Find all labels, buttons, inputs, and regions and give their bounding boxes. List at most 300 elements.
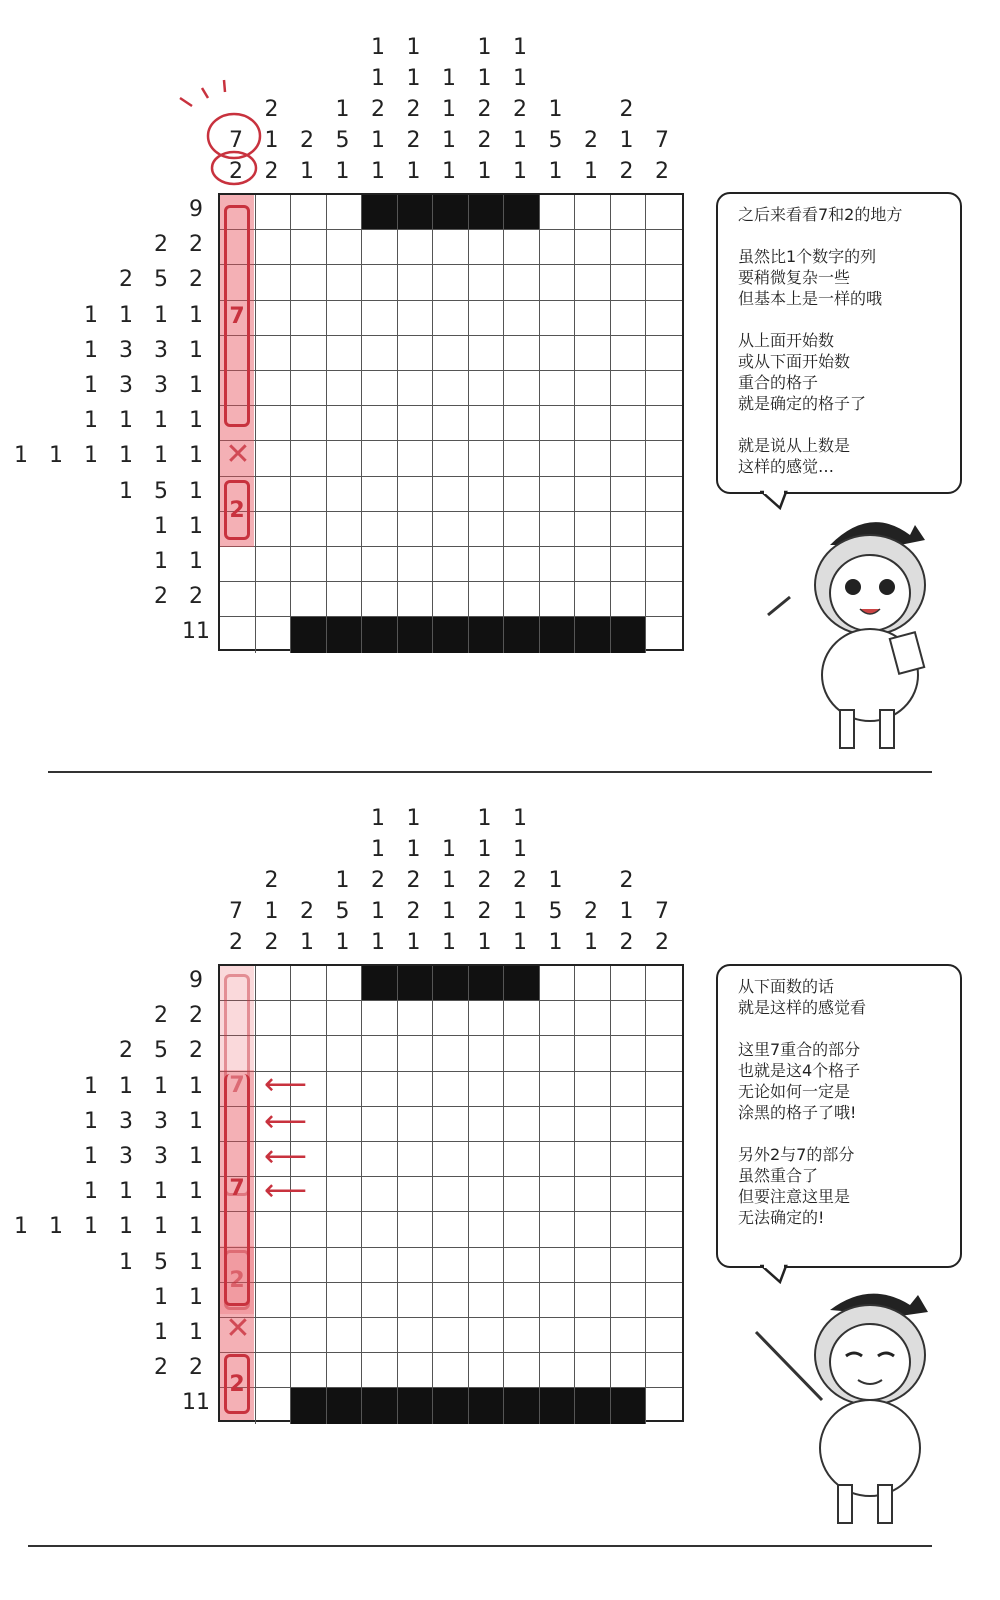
column-clue: 7 (655, 128, 669, 153)
grid-cell[interactable] (540, 1388, 576, 1423)
column-clue: 2 (477, 97, 492, 122)
row-clue: 1 (189, 1214, 203, 1240)
column-clue: 1 (406, 66, 421, 91)
row-clue: 2 (189, 232, 203, 258)
row-clue: 2 (154, 584, 168, 610)
grid-cell[interactable] (398, 1107, 434, 1142)
grid-cell[interactable] (646, 1318, 682, 1353)
grid-cell[interactable] (291, 1318, 327, 1353)
grid-cell[interactable] (327, 1388, 363, 1423)
column-clue: 5 (548, 128, 563, 153)
grid-cell[interactable] (504, 1248, 540, 1283)
grid-cell[interactable] (575, 1001, 611, 1036)
row-clue: 3 (119, 337, 133, 363)
grid-cell[interactable] (504, 1318, 540, 1353)
grid-cell[interactable] (540, 1353, 576, 1388)
column-clue: 1 (548, 930, 563, 955)
column-clue: 2 (513, 868, 527, 893)
column-clue: 1 (406, 159, 421, 184)
row-clue: 1 (189, 513, 203, 539)
grid-cell[interactable] (611, 1318, 647, 1353)
block-two-bottom: 2 (224, 1354, 250, 1414)
grid-cell[interactable] (469, 966, 505, 1001)
column-clue: 1 (371, 66, 385, 91)
column-clue: 2 (300, 899, 314, 924)
row-clue: 1 (189, 1249, 203, 1275)
row-clue: 2 (189, 267, 203, 293)
column-clue: 2 (584, 899, 598, 924)
row-clue: 5 (154, 1249, 168, 1275)
column-clue: 1 (477, 66, 492, 91)
grid-cell[interactable] (611, 1388, 647, 1423)
grid-cell[interactable] (362, 1283, 398, 1318)
grid-cell[interactable] (362, 1248, 398, 1283)
grid-cell[interactable] (398, 1177, 434, 1212)
grid-cell[interactable] (575, 1353, 611, 1388)
grid-cell[interactable] (469, 1036, 505, 1071)
row-clue: 5 (154, 478, 168, 504)
bubble-line: 就是这样的感觉看 (738, 998, 867, 1017)
column-clue: 1 (442, 159, 456, 184)
column-clue: 1 (442, 128, 456, 153)
column-clue: 1 (513, 930, 527, 955)
grid-cell[interactable] (469, 1388, 505, 1423)
panel-divider (28, 1545, 932, 1547)
grid-cell[interactable] (398, 1388, 434, 1423)
column-clue: 2 (371, 97, 385, 122)
grid-cell[interactable] (469, 1072, 505, 1107)
grid-cell[interactable] (433, 1353, 469, 1388)
column-clue: 1 (477, 806, 492, 831)
row-clue: 1 (84, 1144, 98, 1169)
grid-cell[interactable] (362, 1353, 398, 1388)
grid-cell[interactable] (469, 1212, 505, 1247)
column-clue: 2 (406, 128, 421, 153)
grid-cell[interactable] (469, 1283, 505, 1318)
grid-cell[interactable] (469, 1107, 505, 1142)
grid-cell[interactable] (611, 1248, 647, 1283)
grid-cell[interactable] (362, 1142, 398, 1177)
row-clue: 1 (154, 1073, 168, 1099)
row-clue: 1 (119, 1214, 133, 1240)
row-clue: 1 (119, 1073, 133, 1099)
column-clue: 1 (335, 930, 350, 955)
column-clue: 1 (442, 899, 456, 924)
grid-cell[interactable] (646, 1107, 682, 1142)
grid-cell[interactable] (469, 1142, 505, 1177)
row-clue: 1 (84, 302, 98, 328)
grid-cell[interactable] (362, 1388, 398, 1423)
grid-cell[interactable] (433, 1177, 469, 1212)
grid-cell[interactable] (575, 1212, 611, 1247)
grid-cell[interactable] (327, 1318, 363, 1353)
column-clue: 7 (655, 899, 669, 924)
column-clue: 2 (655, 159, 669, 184)
bubble-line: 从上面开始数 (738, 331, 835, 350)
grid-cell[interactable] (504, 1107, 540, 1142)
grid-cell[interactable] (398, 1036, 434, 1071)
grid-cell[interactable] (433, 1212, 469, 1247)
row-clue: 1 (154, 443, 168, 469)
grid-cell[interactable] (362, 1001, 398, 1036)
column-clue: 1 (619, 899, 634, 924)
row-clue: 1 (189, 1144, 203, 1169)
column-clue: 1 (513, 837, 527, 862)
bubble-line: 这里7重合的部分 (738, 1040, 861, 1059)
grid-cell[interactable] (611, 1212, 647, 1247)
grid-cell[interactable] (575, 1142, 611, 1177)
column-clue: 2 (619, 868, 634, 893)
grid-cell[interactable] (646, 1036, 682, 1071)
row-clue: 1 (84, 1108, 98, 1134)
grid-cell[interactable] (256, 1318, 292, 1353)
column-clue: 2 (477, 128, 492, 153)
bubble-line: 或从下面开始数 (738, 352, 851, 371)
row-clue: 11 (182, 1390, 210, 1416)
grid-cell[interactable] (575, 1388, 611, 1423)
grid-cell[interactable] (291, 1353, 327, 1388)
grid-cell[interactable] (398, 966, 434, 1001)
column-clue: 2 (406, 899, 421, 924)
grid-cell[interactable] (433, 1107, 469, 1142)
bubble-line: 就是确定的格子了 (738, 394, 867, 413)
bubble-line: 无论如何一定是 (738, 1082, 851, 1101)
arrow-left-icon: ⟵ (264, 1139, 308, 1174)
grid-cell[interactable] (540, 1248, 576, 1283)
row-clue: 2 (189, 584, 203, 610)
column-clue: 2 (619, 159, 634, 184)
grid-cell[interactable] (398, 1283, 434, 1318)
row-clue: 1 (119, 408, 133, 434)
column-clue: 2 (477, 899, 492, 924)
grid-cell[interactable] (611, 1142, 647, 1177)
column-clue: 1 (371, 35, 385, 60)
column-clue: 2 (264, 930, 279, 955)
bubble-text (738, 976, 940, 1228)
grid-cell[interactable] (398, 1001, 434, 1036)
column-clue: 1 (442, 97, 456, 122)
character-illustration (750, 1280, 960, 1530)
row-clue: 3 (154, 1108, 168, 1134)
row-clue: 1 (119, 302, 133, 328)
bubble-line (738, 1123, 940, 1144)
column-clue: 1 (584, 930, 598, 955)
grid-cell[interactable] (398, 1353, 434, 1388)
column-clue: 1 (513, 128, 527, 153)
grid-cell[interactable] (398, 1072, 434, 1107)
grid-cell[interactable] (433, 1001, 469, 1036)
grid-cell[interactable] (256, 966, 292, 1001)
grid-cell[interactable] (362, 1177, 398, 1212)
grid-cell[interactable] (540, 1142, 576, 1177)
grid-cell[interactable] (575, 1072, 611, 1107)
bubble-line: 这样的感觉… (738, 457, 835, 476)
row-clue: 1 (119, 478, 133, 504)
column-clue: 1 (584, 159, 598, 184)
row-clue: 2 (119, 267, 133, 293)
column-clue: 2 (229, 930, 243, 955)
grid-cell[interactable] (327, 1248, 363, 1283)
grid-cell[interactable] (504, 1001, 540, 1036)
arrow-left-icon: ⟵ (264, 1173, 308, 1208)
grid-cell[interactable] (327, 1036, 363, 1071)
grid-cell[interactable] (575, 1318, 611, 1353)
grid-cell[interactable] (398, 1212, 434, 1247)
grid-cell[interactable] (540, 966, 576, 1001)
row-clue: 1 (49, 1214, 63, 1240)
grid-cell[interactable] (611, 1107, 647, 1142)
row-clue: 1 (154, 513, 168, 539)
bubble-line: 就是说从上数是 (738, 436, 851, 455)
row-clue: 5 (154, 1038, 168, 1064)
grid-cell[interactable] (398, 1248, 434, 1283)
row-clue: 1 (49, 443, 63, 469)
column-clue: 2 (584, 128, 598, 153)
bubble-line: 另外2与7的部分 (738, 1145, 855, 1164)
grid-cell[interactable] (646, 1388, 682, 1423)
grid-cell[interactable] (256, 1353, 292, 1388)
column-clue: 1 (442, 868, 456, 893)
grid-cell[interactable] (256, 1212, 292, 1247)
row-clue: 3 (119, 1108, 133, 1134)
grid-cell[interactable] (540, 1318, 576, 1353)
grid-cell[interactable] (540, 1036, 576, 1071)
row-clue: 1 (154, 1179, 168, 1205)
grid-cell[interactable] (540, 1001, 576, 1036)
cross-mark: ✕ (225, 437, 251, 472)
grid-cell[interactable] (433, 1036, 469, 1071)
grid-cell[interactable] (327, 1072, 363, 1107)
grid-cell[interactable] (469, 1353, 505, 1388)
column-clue: 1 (300, 159, 314, 184)
grid-cell[interactable] (433, 966, 469, 1001)
grid-cell[interactable] (291, 966, 327, 1001)
grid-cell[interactable] (433, 1072, 469, 1107)
row-clue: 1 (154, 1320, 168, 1345)
column-clue: 1 (548, 868, 563, 893)
grid-cell[interactable] (433, 1388, 469, 1423)
grid-cell[interactable] (291, 1001, 327, 1036)
grid-cell[interactable] (327, 966, 363, 1001)
column-clue: 1 (548, 97, 563, 122)
column-clue: 2 (406, 868, 421, 893)
grid-cell[interactable] (646, 1001, 682, 1036)
row-clue: 1 (84, 1179, 98, 1205)
column-clue: 1 (548, 159, 563, 184)
grid-cell[interactable] (504, 1072, 540, 1107)
row-clue: 3 (154, 1144, 168, 1169)
grid-cell[interactable] (398, 1142, 434, 1177)
grid-cell[interactable] (469, 1177, 505, 1212)
grid-cell[interactable] (291, 1212, 327, 1247)
row-clue: 11 (182, 619, 210, 645)
speech-bubble (716, 964, 962, 1268)
column-clue: 2 (619, 930, 634, 955)
column-clue: 1 (477, 35, 492, 60)
grid-cell[interactable] (646, 1177, 682, 1212)
bubble-line: 要稍微复杂一些 (738, 268, 851, 287)
column-clue: 2 (229, 159, 243, 184)
grid-cell[interactable] (256, 1248, 292, 1283)
row-clue: 1 (119, 1179, 133, 1205)
column-clue: 1 (477, 930, 492, 955)
grid-cell[interactable] (646, 1248, 682, 1283)
grid-cell[interactable] (611, 966, 647, 1001)
column-clue: 1 (335, 868, 350, 893)
grid-cell[interactable] (646, 1353, 682, 1388)
row-clue: 9 (189, 968, 203, 993)
grid-cell[interactable] (327, 1107, 363, 1142)
grid-cell[interactable] (504, 1036, 540, 1071)
row-clue: 1 (189, 1108, 203, 1134)
row-clue: 1 (189, 1073, 203, 1099)
grid-cell[interactable] (504, 1212, 540, 1247)
grid-cell[interactable] (611, 1072, 647, 1107)
grid-cell[interactable] (575, 966, 611, 1001)
grid-cell[interactable] (504, 1142, 540, 1177)
row-clue: 2 (189, 1003, 203, 1029)
column-clue: 2 (264, 868, 279, 893)
grid-cell[interactable] (611, 1283, 647, 1318)
row-clue: 5 (154, 267, 168, 293)
grid-cell[interactable] (540, 1177, 576, 1212)
bubble-line: 虽然比1个数字的列 (738, 247, 877, 266)
grid-cell[interactable] (291, 1388, 327, 1423)
row-clue: 1 (189, 478, 203, 504)
grid-cell[interactable] (646, 1212, 682, 1247)
column-clue: 1 (513, 899, 527, 924)
grid-cell[interactable] (646, 966, 682, 1001)
column-clue: 1 (335, 97, 350, 122)
column-clue: 2 (477, 868, 492, 893)
column-clue: 1 (442, 930, 456, 955)
row-clue: 1 (14, 1214, 28, 1240)
grid-cell[interactable] (504, 1177, 540, 1212)
bubble-line: 虽然重合了 (738, 1166, 819, 1185)
grid-cell[interactable] (611, 1001, 647, 1036)
column-clue: 1 (513, 159, 527, 184)
grid-cell[interactable] (646, 1072, 682, 1107)
grid-cell[interactable] (540, 1072, 576, 1107)
grid-cell[interactable] (291, 1248, 327, 1283)
row-clue: 1 (189, 302, 203, 328)
grid-cell[interactable] (469, 1318, 505, 1353)
grid-cell[interactable] (575, 1248, 611, 1283)
block-two-top: 2 (224, 1250, 250, 1310)
column-clue: 2 (300, 128, 314, 153)
grid-cell[interactable] (362, 1036, 398, 1071)
column-clue: 1 (406, 35, 421, 60)
row-clue: 2 (154, 1003, 168, 1029)
grid-cell[interactable] (256, 1388, 292, 1423)
grid-cell[interactable] (362, 1318, 398, 1353)
grid-cell[interactable] (611, 1036, 647, 1071)
grid-cell[interactable] (327, 1142, 363, 1177)
column-clue: 1 (477, 837, 492, 862)
block-seven-bottom: 7 (224, 1074, 250, 1306)
grid-cell[interactable] (504, 1353, 540, 1388)
column-clue: 1 (371, 159, 385, 184)
grid-cell[interactable] (504, 966, 540, 1001)
column-clue: 1 (264, 899, 279, 924)
row-clue: 1 (84, 1073, 98, 1099)
grid-cell[interactable] (540, 1212, 576, 1247)
column-clue: 1 (513, 806, 527, 831)
grid-cell[interactable] (256, 1283, 292, 1318)
bubble-line: 但基本上是一样的哦 (738, 289, 883, 308)
grid-cell[interactable] (433, 1248, 469, 1283)
grid-cell[interactable] (646, 1142, 682, 1177)
bubble-line: 从下面数的话 (738, 977, 835, 996)
column-clue: 2 (619, 97, 634, 122)
grid-cell[interactable] (433, 1283, 469, 1318)
grid-cell[interactable] (327, 1283, 363, 1318)
grid-cell[interactable] (327, 1212, 363, 1247)
cross-mark: ✕ (225, 1311, 251, 1346)
grid-cell[interactable] (504, 1283, 540, 1318)
row-clue: 1 (84, 408, 98, 434)
grid-cell[interactable] (646, 1283, 682, 1318)
grid-cell[interactable] (469, 1248, 505, 1283)
row-clue: 1 (119, 1249, 133, 1275)
grid-cell[interactable] (433, 1142, 469, 1177)
row-clue: 1 (84, 1214, 98, 1240)
grid-cell[interactable] (362, 1107, 398, 1142)
grid-cell[interactable] (362, 1212, 398, 1247)
column-clue: 1 (371, 837, 385, 862)
grid-cell[interactable] (504, 1388, 540, 1423)
grid-cell[interactable] (398, 1318, 434, 1353)
grid-cell[interactable] (256, 1001, 292, 1036)
grid-cell[interactable] (540, 1107, 576, 1142)
bubble-line: 但要注意这里是 (738, 1187, 851, 1206)
row-clue: 1 (84, 443, 98, 469)
column-clue: 1 (619, 128, 634, 153)
row-clue: 3 (154, 373, 168, 398)
column-clue: 2 (513, 97, 527, 122)
grid-cell[interactable] (327, 1001, 363, 1036)
row-clue: 2 (189, 1355, 203, 1381)
block-seven: 7 (224, 205, 250, 427)
grid-cell[interactable] (575, 1283, 611, 1318)
arrow-left-icon: ⟵ (264, 1067, 308, 1102)
grid-cell[interactable] (291, 1283, 327, 1318)
grid-cell[interactable] (469, 1001, 505, 1036)
grid-cell[interactable] (362, 1072, 398, 1107)
grid-cell[interactable] (327, 1353, 363, 1388)
grid-cell[interactable] (362, 966, 398, 1001)
grid-cell[interactable] (433, 1318, 469, 1353)
column-clue: 1 (477, 159, 492, 184)
row-clue: 1 (189, 1179, 203, 1205)
row-clue: 1 (119, 443, 133, 469)
grid-cell[interactable] (575, 1036, 611, 1071)
grid-cell[interactable] (611, 1353, 647, 1388)
grid-cell[interactable] (575, 1107, 611, 1142)
grid-cell[interactable] (575, 1177, 611, 1212)
bubble-line: 也就是这4个格子 (738, 1061, 861, 1080)
row-clue: 1 (189, 1320, 203, 1345)
row-clue: 1 (189, 549, 203, 574)
grid-cell[interactable] (327, 1177, 363, 1212)
column-clue: 1 (406, 806, 421, 831)
row-clue: 1 (154, 408, 168, 434)
grid-cell[interactable] (540, 1283, 576, 1318)
grid-cell[interactable] (611, 1177, 647, 1212)
column-clue: 1 (335, 159, 350, 184)
bubble-line: 无法确定的! (738, 1208, 825, 1227)
column-clue: 1 (371, 806, 385, 831)
